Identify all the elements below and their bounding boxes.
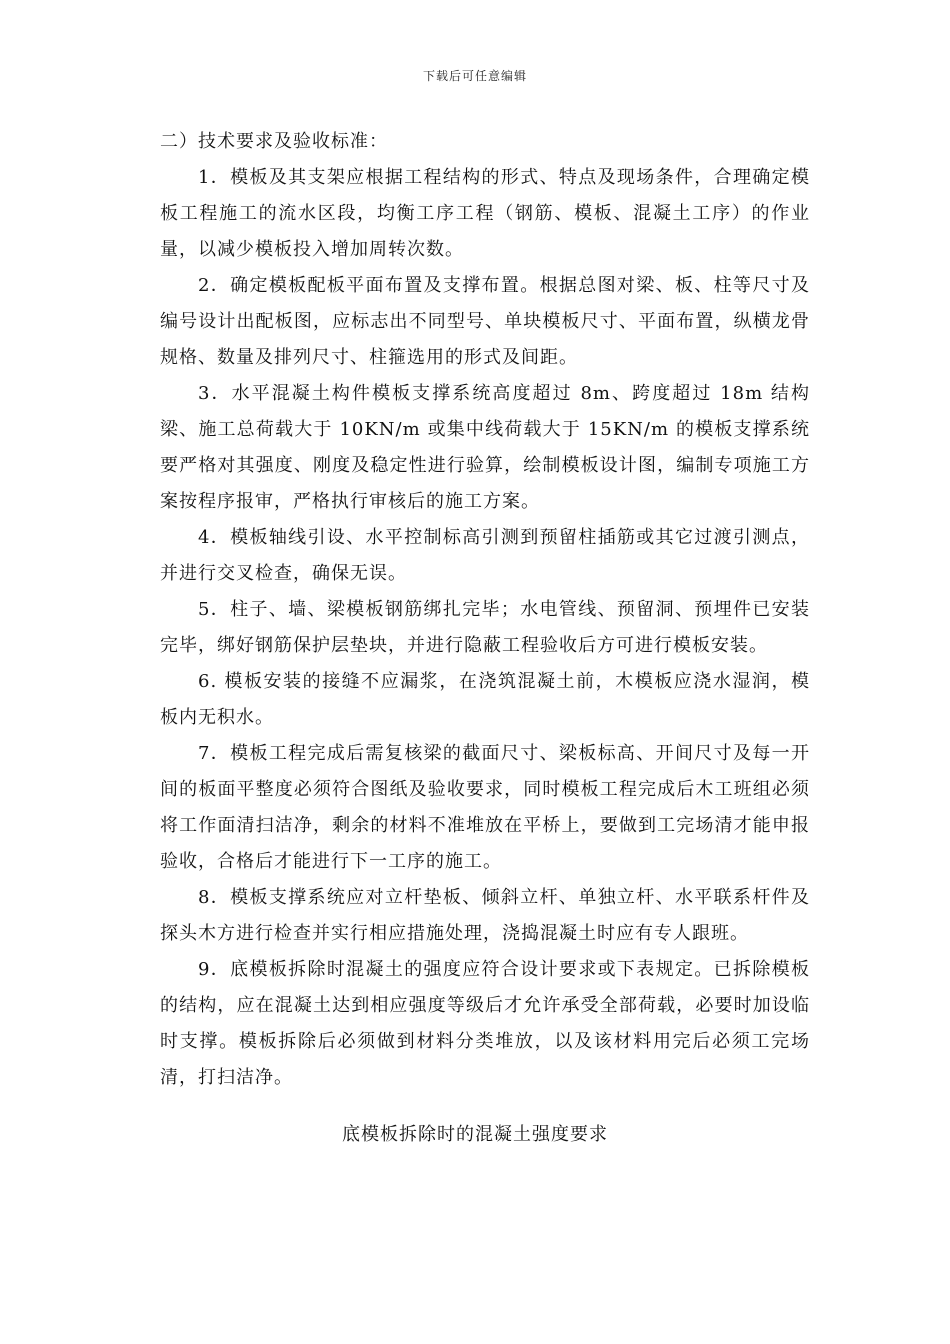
- requirement-paragraph-7: 7．模板工程完成后需复核梁的截面尺寸、梁板标高、开间尺寸及每一开间的板面平整度必须符合图纸及验收要求，同时模板工程完成后木工班组必须将工作面清扫洁净，剩余的材料不准堆放在平桥上，要做到工完场清才能申报验收，合格后才能进行下一工序的施工。: [160, 743, 810, 872]
- requirement-paragraph-1: 1．模板及其支架应根据工程结构的形式、特点及现场条件，合理确定模板工程施工的流水区段，均衡工序工程（钢筋、模板、混凝土工序）的作业量，以减少模板投入增加周转次数。: [160, 167, 810, 260]
- requirement-paragraph-9: 9．底模板拆除时混凝土的强度应符合设计要求或下表规定。已拆除模板的结构，应在混凝土达到相应强度等级后才允许承受全部荷载，必要时加设临时支撑。模板拆除后必须做到材料分类堆放，以及该材料用完后必须工完场清，打扫洁净。: [160, 959, 810, 1088]
- header-note: 下载后可任意编辑: [422, 69, 527, 83]
- requirement-paragraph-5: 5．柱子、墙、梁模板钢筋绑扎完毕；水电管线、预留洞、预埋件已安装完毕，绑好钢筋保护层垫块，并进行隐蔽工程验收后方可进行模板安装。: [160, 599, 810, 656]
- section-heading: 二）技术要求及验收标准：: [160, 131, 388, 152]
- requirement-paragraph-4: 4．模板轴线引设、水平控制标高引测到预留柱插筋或其它过渡引测点，并进行交叉检查，确保无误。: [160, 527, 810, 584]
- requirement-paragraph-2: 2．确定模板配板平面布置及支撑布置。根据总图对梁、板、柱等尺寸及编号设计出配板图，应标志出不同型号、单块模板尺寸、平面布置，纵横龙骨规格、数量及排列尺寸、柱箍选用的形式及间距。: [160, 275, 810, 368]
- requirement-paragraph-6: 6. 模板安装的接缝不应漏浆，在浇筑混凝土前，木模板应浇水湿润，模板内无积水。: [160, 671, 810, 728]
- technical-requirements-section: [160, 124, 810, 1096]
- requirement-paragraph-3: 3．水平混凝土构件模板支撑系统高度超过 8m、跨度超过 18m 结构梁、施工总荷载大于 10KN/m 或集中线荷载大于 15KN/m 的模板支撑系统要严格对其强度、刚度及稳定性进行验算，绘制模板设计图，编制专项施工方案按程序报审，严格执行审核后的施工方案。: [160, 383, 810, 512]
- table-caption: 底模板拆除时的混凝土强度要求: [342, 1124, 608, 1145]
- requirement-paragraph-8: 8．模板支撑系统应对立杆垫板、倾斜立杆、单独立杆、水平联系杆件及探头木方进行检查并实行相应措施处理，浇捣混凝土时应有专人跟班。: [160, 887, 810, 944]
